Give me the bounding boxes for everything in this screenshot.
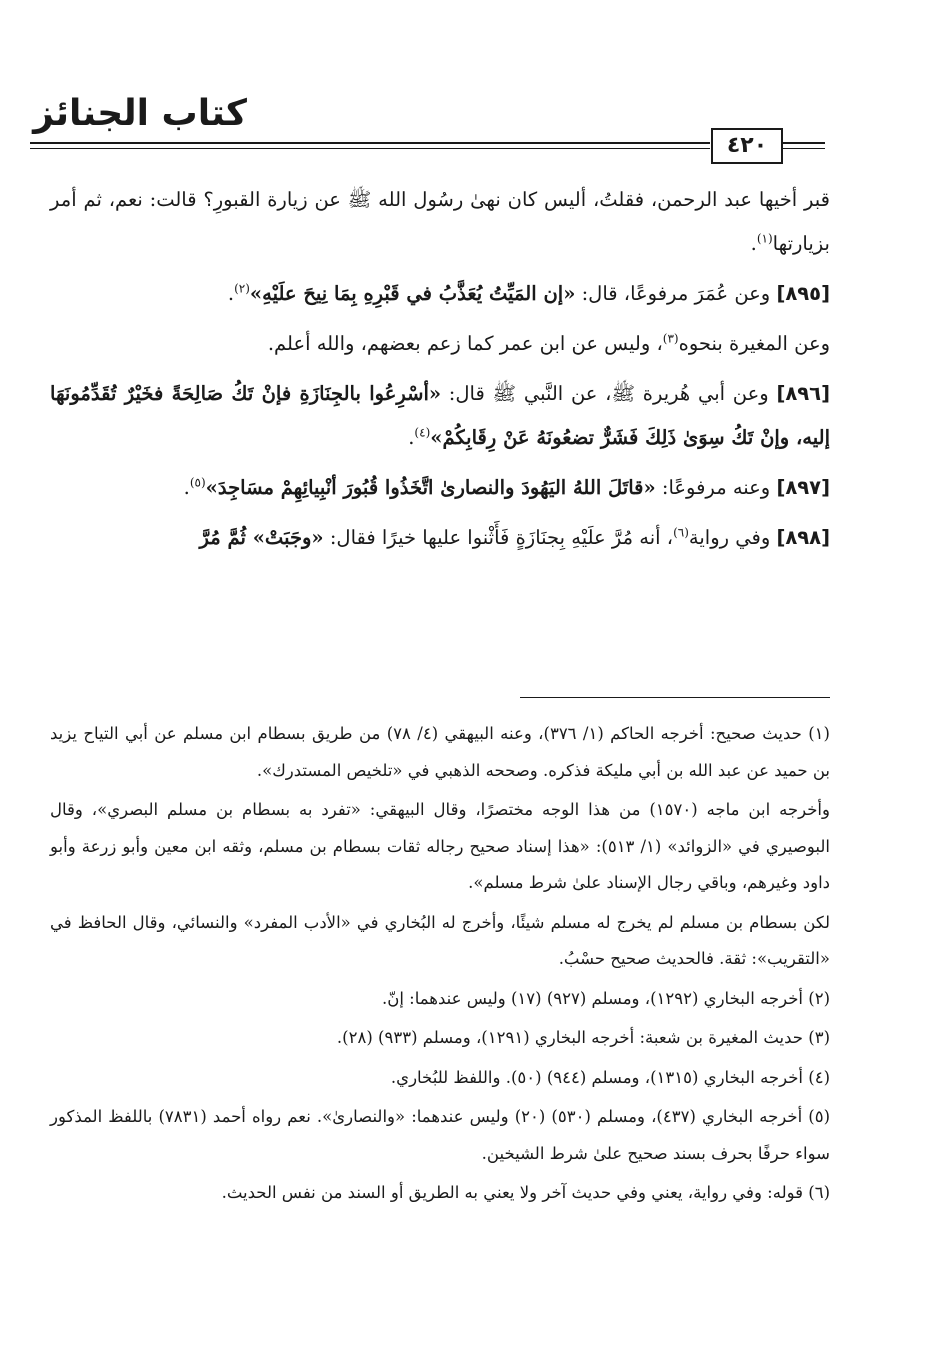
hadith-intro: وفي رواية	[688, 526, 771, 549]
hadith-number: [٨٩٥]	[776, 282, 830, 305]
header-rule-thin	[30, 148, 710, 149]
footnote-6: (٦) قوله: وفي رواية، يعني وفي حديث آخر ولا يعني به الطريق أو السند من نفس الحديث.	[221, 1183, 830, 1202]
hadith-895: [٨٩٥] وعن عُمَرَ مرفوعًا، قال: «إن المَيِّتُ يُعَذَّبُ في قَبْرِهِ بِمَا نِيحَ علَيْهِ»$^{(٢)}$.	[227, 281, 830, 305]
hadith-number: [٨٩٨]	[776, 526, 830, 549]
footnote-divider	[520, 697, 830, 698]
footnote-1-continued: لكن بسطام بن مسلم لم يخرج له مسلم شيئًا، وأخرج له البُخاري في «الأدب المفرد» والنسائي، وقال الحافظ في «التقريب»: ثقة. فالحديث صحيح حسْبُ.	[50, 912, 830, 968]
hadith-intro: وعن أبي هُريرة ﷺ، عن النَّبي ﷺ قال:	[448, 382, 769, 405]
footnote-ref: (٦)	[673, 525, 689, 540]
hadith-intro: وعنه مرفوعًا:	[661, 476, 771, 499]
hadith-897: [٨٩٧] وعنه مرفوعًا: «قاتَلَ اللهُ اليَهُودَ والنصارىٰ اتَّخَذُوا قُبُورَ أنْبِيائِهِمْ مسَاجِدَ»$^{(٥)}$.	[183, 475, 830, 499]
hadith-quote: «قاتَلَ اللهُ اليَهُودَ والنصارىٰ اتَّخَذُوا قُبُورَ أنْبِيائِهِمْ مسَاجِدَ»	[205, 476, 656, 499]
paragraph-continuation: قبر أخيها عبد الرحمن، فقلتُ، أليس كان نهىٰ رسُول الله ﷺ عن زيارة القبورِ؟ قالت: نعم، ثم أمر بزيارتها$^{(١)}$.	[50, 188, 830, 255]
paragraph-mughira	[50, 322, 830, 366]
hadith-quote: «وجَبَتْ» ثُمَّ مُرَّ	[199, 526, 324, 549]
header-rule-right-thick	[783, 142, 825, 144]
page-number: ٤٢٠	[711, 128, 783, 164]
footnote-ref: (٤)	[414, 425, 431, 440]
footnote-3: (٣) حديث المغيرة بن شعبة: أخرجه البخاري (١٢٩١)، ومسلم (٩٣٣) (٢٨).	[336, 1028, 830, 1047]
footnote-5: (٥) أخرجه البخاري (٤٣٧)، ومسلم (٥٣٠) (٢٠) وليس عندهما: «والنصارىٰ». نعم رواه أحمد (٧٨٣١) باللفظ المذكور سواء حرفًا بحرف بسند صحيح علىٰ شرط الشيخين.	[50, 1107, 831, 1163]
hadith-number: [٨٩٦]	[776, 382, 830, 405]
footnotes	[50, 716, 830, 1215]
main-text	[50, 178, 830, 566]
footnote-ref: (٥)	[189, 475, 206, 490]
header-rule-right-thin	[783, 148, 825, 149]
footnote-2: (٢) أخرجه البخاري (١٢٩٢)، ومسلم (٩٢٧) (١٧) وليس عندهما: إنّ.	[381, 988, 830, 1008]
paragraph-text: ، وليس عن ابن عمر كما زعم بعضهم، والله أعلم.	[267, 332, 663, 355]
footnote-ref: (١)	[756, 231, 773, 246]
hadith-intro: وعن عُمَرَ مرفوعًا، قال:	[581, 282, 771, 305]
hadith-number: [٨٩٧]	[776, 476, 830, 499]
footnote-1-continued: وأخرجه ابن ماجه (١٥٧٠) من هذا الوجه مختصرًا، وقال البيهقي: «تفرد به بسطام بن مسلم البصري»، وقال البوصيري في «الزوائد» (١/ ٥١٣): «هذا إسناد صحيح رجاله ثقات بسطام بن مسلم، وثقه ابن معين وأبو زرعة وأبو داود وغيرهم، وباقي رجال الإسناد علىٰ شرط مسلم».	[50, 800, 831, 892]
hadith-text: ، أنه مُرَّ علَيْهِ بِجنَازَةٍ فَأَثْنوا عليها خيرًا فقال:	[329, 526, 674, 549]
footnote-1: (١) حديث صحيح: أخرجه الحاكم (١/ ٣٧٦)، وعنه البيهقي (٤/ ٧٨) من طريق بسطام ابن مسلم عن أبي التياح يزيد بن حميد عن عبد الله بن أبي مليكة فذكره. وصححه الذهبي في «تلخيص المستدرك».	[50, 724, 830, 780]
header-rule-thick	[30, 142, 710, 144]
book-title: كتاب الجنائز	[33, 93, 247, 134]
hadith-896: [٨٩٦] وعن أبي هُريرة ﷺ، عن النَّبي ﷺ قال: «أسْرِعُوا بالجِنَازَةِ فإنْ تَكُ صَالِحَةً فخَيْرٌ تُقَدِّمُونَهَا إليه، وإنْ تَكُ سِوَىٰ ذَلِكَ فَشَرٌّ تضعُونَهُ عَنْ رِقَابِكُمْ»$^{(٤)}$.	[50, 382, 830, 449]
footnote-ref: (٢)	[234, 281, 250, 296]
footnote-4: (٤) أخرجه البخاري (١٣١٥)، ومسلم (٩٤٤) (٥٠). واللفظ للبُخاري.	[390, 1067, 830, 1087]
paragraph-text: وعن المغيرة بنحوه	[678, 332, 830, 355]
footnote-ref: (٣)	[662, 331, 679, 346]
paragraph-text: قبر أخيها عبد الرحمن، فقلتُ، أليس كان نهىٰ رسُول الله ﷺ عن زيارة القبورِ؟ قالت: نعم، ثم أمر بزيارتها	[50, 188, 830, 255]
hadith-quote: «إن المَيِّتُ يُعَذَّبُ في قَبْرِهِ بِمَا نِيحَ علَيْهِ»	[249, 282, 576, 305]
hadith-898	[50, 516, 830, 560]
hadith-quote: «أسْرِعُوا بالجِنَازَةِ فإنْ تَكُ صَالِحَةً فخَيْرٌ تُقَدِّمُونَهَا إليه، وإنْ تَكُ سِوَىٰ ذَلِكَ فَشَرٌّ تضعُونَهُ عَنْ رِقَابِكُمْ»	[50, 382, 830, 449]
